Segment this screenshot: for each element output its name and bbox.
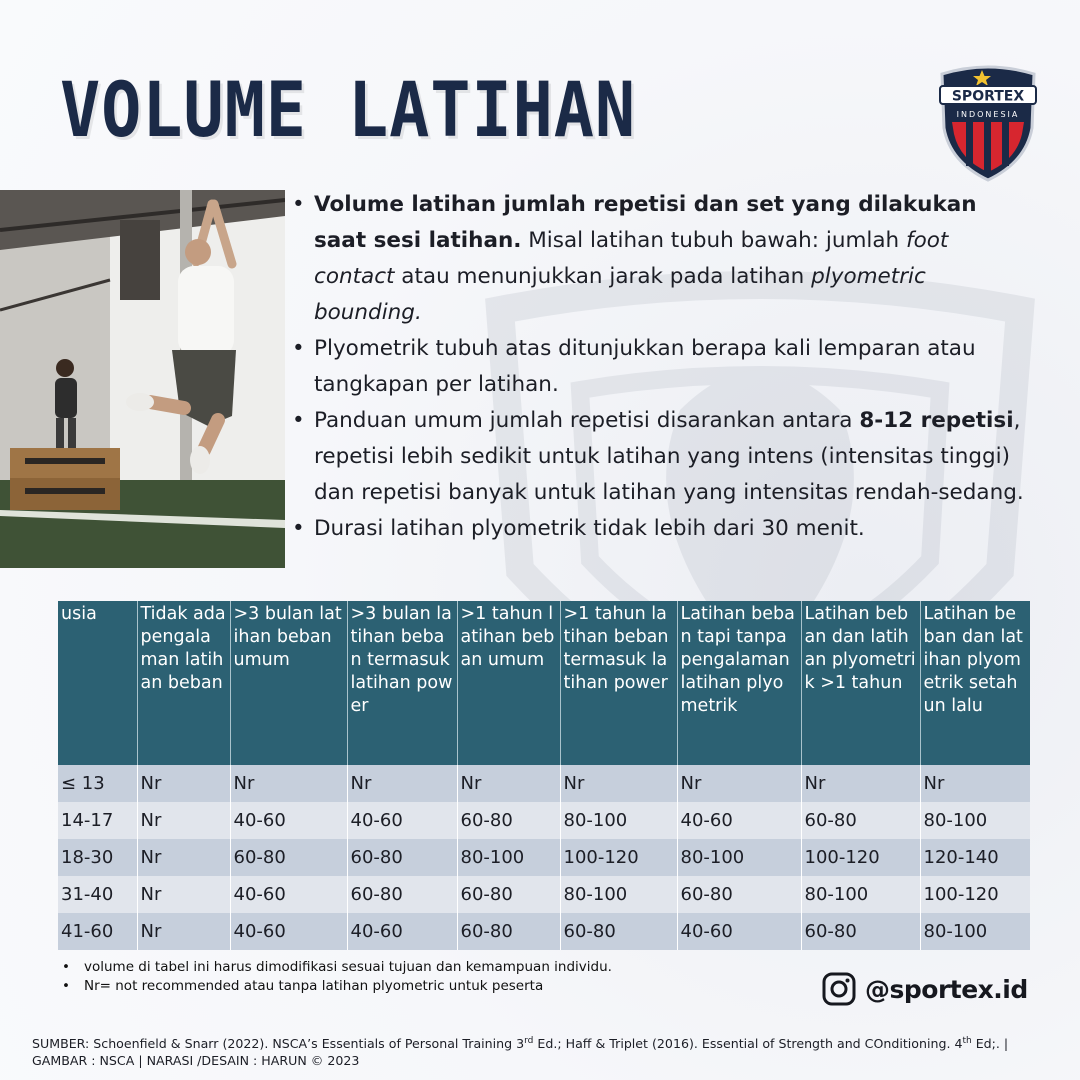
table-cell: 60-80	[801, 802, 920, 839]
table-cell: Nr	[457, 765, 560, 802]
table-row	[58, 913, 1030, 950]
instagram-handle[interactable]	[822, 972, 1028, 1006]
bullet-text: , repetisi lebih sedikit untuk latihan yang intens (intensitas tinggi) dan repetisi banyak untuk latihan yang intensitas rendah-sedang.	[314, 408, 1024, 505]
table-row	[58, 876, 1030, 913]
bullet-text: Panduan umum jumlah repetisi disarankan antara	[314, 408, 860, 433]
table-cell: ≤ 13	[58, 765, 137, 802]
table-row	[58, 802, 1030, 839]
table-cell: Nr	[347, 765, 457, 802]
bullet-list	[292, 187, 1032, 547]
table-cell: 80-100	[677, 839, 801, 876]
source-text: Ed;. | GAMBAR : NSCA | NARASI /DESAIN : HARUN © 2023	[32, 1036, 1009, 1069]
logo-wordmark: SPORTEX	[951, 88, 1025, 105]
note-item: • volume di tabel ini harus dimodifikasi sesuai tujuan dan kemampuan individu.	[60, 958, 800, 977]
table-cell: 40-60	[347, 913, 457, 950]
table-cell: 120-140	[920, 839, 1030, 876]
bullet-text: atau menunjukkan jarak pada latihan	[394, 264, 812, 289]
table-cell: 60-80	[801, 913, 920, 950]
table-cell: 14-17	[58, 802, 137, 839]
column-header: Latihan beban dan latihan plyometrik >1 tahun	[801, 601, 920, 765]
column-header: >3 bulan latihan beban umum	[230, 601, 347, 765]
table-header-row	[58, 601, 1030, 765]
bullet-text: Misal latihan tubuh bawah: jumlah	[521, 228, 907, 253]
table-row	[58, 765, 1030, 802]
table-cell: Nr	[677, 765, 801, 802]
source-text: SUMBER: Schoenfield & Snarr (2022). NSCA’s Essentials of Personal Training 3	[32, 1036, 525, 1052]
column-header: usia	[58, 601, 137, 765]
table-cell: Nr	[801, 765, 920, 802]
bullet-bold-text: Volume latihan jumlah repetisi dan set yang dilakukan saat sesi latihan.	[314, 192, 977, 253]
volume-table	[58, 601, 1030, 950]
table-cell: 40-60	[677, 913, 801, 950]
table-cell: 60-80	[347, 876, 457, 913]
table-cell: 80-100	[560, 802, 677, 839]
table-cell: 60-80	[457, 913, 560, 950]
bullet-item	[292, 403, 1032, 511]
source-superscript: th	[962, 1036, 972, 1046]
column-header: Tidak ada pengalaman latihan beban	[137, 601, 230, 765]
table-row	[58, 839, 1030, 876]
instagram-icon	[822, 972, 856, 1006]
bullet-item	[292, 511, 1032, 547]
bullet-text: Durasi latihan plyometrik tidak lebih dari 30 menit.	[314, 516, 865, 541]
source-credits	[32, 1033, 1052, 1069]
table-cell: 60-80	[347, 839, 457, 876]
table-cell: Nr	[137, 876, 230, 913]
column-header: >1 tahun latihan beban termasuk latihan power	[560, 601, 677, 765]
table-cell: 80-100	[457, 839, 560, 876]
table-cell: 18-30	[58, 839, 137, 876]
table-cell: Nr	[920, 765, 1030, 802]
bullet-item	[292, 187, 1032, 331]
table-cell: 60-80	[677, 876, 801, 913]
table-cell: Nr	[137, 913, 230, 950]
table-cell: 60-80	[230, 839, 347, 876]
table-cell: 80-100	[920, 802, 1030, 839]
table-cell: 100-120	[920, 876, 1030, 913]
page-title: VOLUME LATIHAN	[60, 65, 637, 154]
logo-subtitle: INDONESIA	[956, 110, 1020, 119]
table-cell: 80-100	[801, 876, 920, 913]
table-cell: 40-60	[230, 876, 347, 913]
table-cell: 60-80	[560, 913, 677, 950]
source-text: Ed.; Haff & Triplet (2016). Essential of Strength and COnditioning. 4	[533, 1036, 963, 1052]
table-cell: Nr	[137, 802, 230, 839]
social-handle-text: @sportex.id	[865, 974, 1028, 1004]
table-cell: 100-120	[560, 839, 677, 876]
source-superscript: rd	[524, 1036, 534, 1046]
bullet-italic-text: foot contact	[314, 228, 949, 289]
table-cell: Nr	[137, 765, 230, 802]
sportex-logo-icon	[936, 62, 1040, 182]
plyometric-jump-photo	[0, 190, 285, 568]
bullet-item	[292, 331, 1032, 403]
column-header: Latihan beban tapi tanpa pengalaman latihan plyometrik	[677, 601, 801, 765]
bullet-text: Plyometrik tubuh atas ditunjukkan berapa kali lemparan atau tangkapan per latihan.	[314, 336, 976, 397]
table-cell: 40-60	[230, 913, 347, 950]
column-header: >3 bulan latihan beban termasuk latihan power	[347, 601, 457, 765]
table-cell: 100-120	[801, 839, 920, 876]
table-cell: 80-100	[920, 913, 1030, 950]
table-cell: 40-60	[230, 802, 347, 839]
note-item: • Nr= not recommended atau tanpa latihan plyometric untuk peserta	[60, 977, 800, 996]
bullet-bold-text: 8-12 repetisi	[859, 408, 1014, 433]
table-notes	[60, 958, 800, 996]
table-cell: 60-80	[457, 876, 560, 913]
bullet-italic-text: plyometric bounding.	[314, 264, 926, 325]
table-cell: Nr	[137, 839, 230, 876]
table-cell: Nr	[560, 765, 677, 802]
table-cell: 41-60	[58, 913, 137, 950]
table-cell: 31-40	[58, 876, 137, 913]
table-cell: 40-60	[677, 802, 801, 839]
table-cell: 80-100	[560, 876, 677, 913]
table-cell: 40-60	[347, 802, 457, 839]
column-header: Latihan beban dan latihan plyometrik setahun lalu	[920, 601, 1030, 765]
column-header: >1 tahun latihan beban umum	[457, 601, 560, 765]
table-cell: Nr	[230, 765, 347, 802]
table-cell: 60-80	[457, 802, 560, 839]
